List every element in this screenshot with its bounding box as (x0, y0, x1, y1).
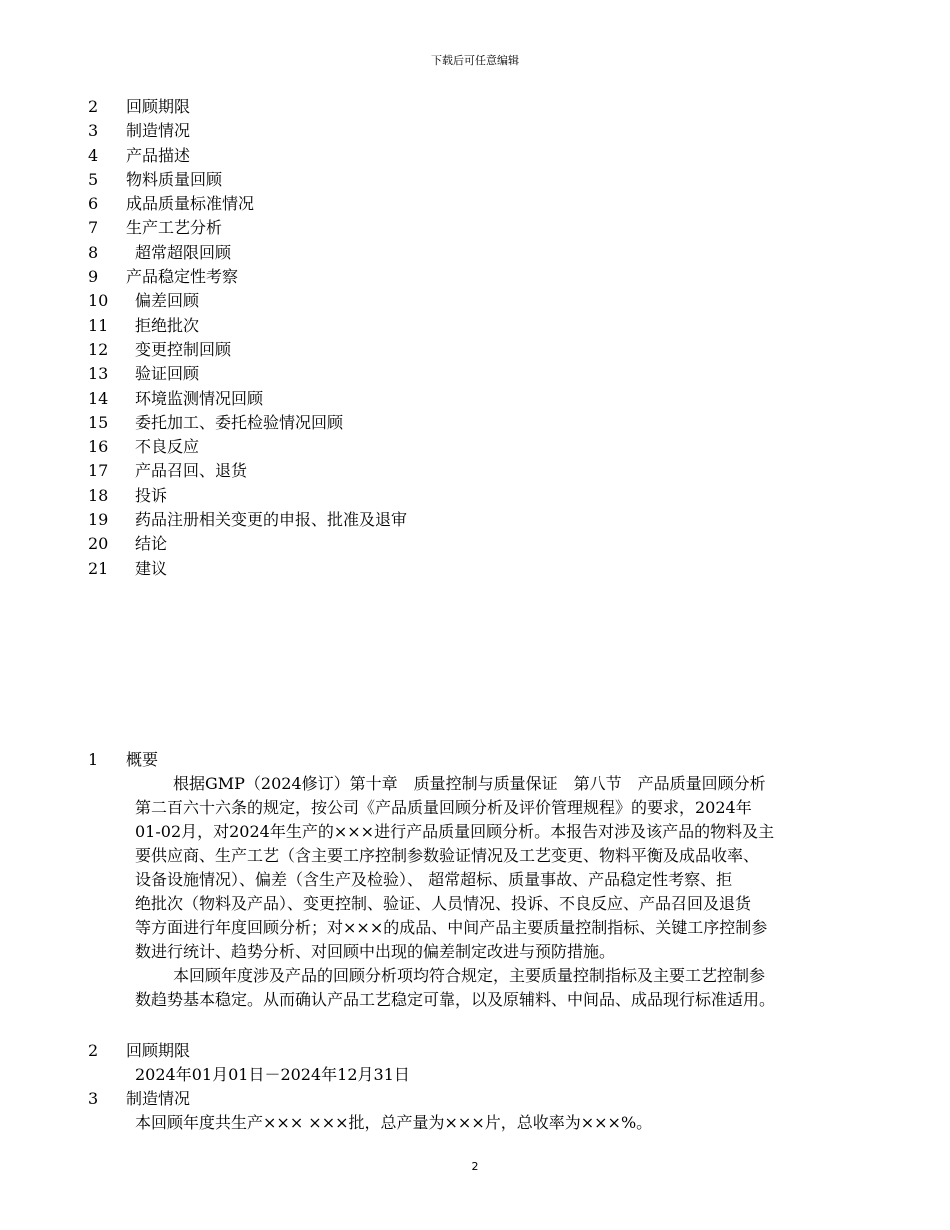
toc-item (88, 168, 788, 192)
section-title: 回顾期限 (126, 1041, 191, 1060)
section-heading (88, 1039, 888, 1063)
toc-item-number: 13 (88, 364, 109, 384)
section-heading (88, 748, 888, 772)
toc-item-number: 10 (88, 291, 109, 311)
toc-item (88, 95, 788, 119)
toc-item-title: 建议 (135, 558, 168, 578)
toc-item (88, 216, 788, 240)
toc-item (88, 362, 788, 386)
page-header: 下载后可任意编辑 (431, 54, 519, 67)
toc-item-number: 19 (88, 510, 109, 530)
toc-item-number: 2 (88, 97, 99, 116)
toc-item-title: 验证回顾 (135, 364, 200, 384)
toc-item-number: 21 (88, 558, 109, 578)
toc-item-title: 变更控制回顾 (135, 339, 232, 359)
toc-item (88, 144, 788, 168)
toc-item-title: 制造情况 (126, 121, 191, 141)
paragraph-line: 设备设施情况）、偏差（含生产及检验）、 超常超标、质量事故、产品稳定性考察、拒 (135, 870, 733, 889)
toc-item-title: 产品稳定性考察 (126, 267, 239, 287)
paragraph-line: 等方面进行年度回顾分析；对×××的成品、中间产品主要质量控制指标、关键工序控制参 (135, 918, 768, 937)
toc-item-number: 14 (88, 388, 109, 408)
paragraph-line: 数趋势基本稳定。从而确认产品工艺稳定可靠，以及原辅料、中间品、成品现行标准适用。 (135, 990, 776, 1009)
toc-item-number: 8 (88, 242, 99, 262)
toc-item (88, 241, 788, 265)
toc-item (88, 338, 788, 362)
toc-item (88, 289, 788, 313)
paragraph-line: 绝批次（物料及产品）、变更控制、验证、人员情况、投诉、不良反应、产品召回及退货 (135, 894, 752, 913)
toc-item-title: 拒绝批次 (135, 315, 200, 335)
toc-item-title: 物料质量回顾 (126, 169, 223, 189)
paragraph-line: 根据GMP（2024修订）第十章 质量控制与质量保证 第八节 产品质量回顾分析 (173, 774, 766, 793)
section-number: 3 (88, 1089, 99, 1108)
page-number: 2 (471, 1160, 479, 1173)
section-number: 2 (88, 1041, 99, 1060)
toc-item-title: 回顾期限 (126, 97, 191, 116)
toc-item-number: 6 (88, 194, 99, 214)
toc-item-number: 12 (88, 339, 109, 359)
toc-item-number: 18 (88, 485, 109, 505)
toc-item-title: 偏差回顾 (135, 291, 200, 311)
paragraph-line: 要供应商、生产工艺（含主要工序控制参数验证情况及工艺变更、物料平衡及成品收率、 (135, 846, 760, 865)
toc-item-number: 20 (88, 534, 109, 554)
toc-item (88, 557, 788, 581)
section-review-period (88, 1039, 888, 1135)
toc-item-number: 16 (88, 437, 109, 457)
toc-item-number: 5 (88, 169, 99, 189)
toc-item-title: 结论 (135, 534, 168, 554)
toc-item (88, 411, 788, 435)
paragraph-line: 本回顾年度涉及产品的回顾分析项均符合规定，主要质量控制指标及主要工艺控制参 (173, 966, 766, 985)
toc-item-title: 委托加工、委托检验情况回顾 (135, 412, 344, 432)
review-period-text: 2024年01月01日－2024年12月31日 (135, 1065, 410, 1084)
section-title: 概要 (126, 750, 159, 769)
conclusion-paragraph (88, 964, 885, 1012)
toc-item-title: 超常超限回顾 (135, 242, 232, 262)
toc-item (88, 119, 788, 143)
toc-item (88, 265, 788, 289)
toc-item-title: 生产工艺分析 (126, 218, 223, 238)
toc-item-number: 11 (88, 315, 109, 335)
toc-item (88, 435, 788, 459)
toc-item-title: 产品描述 (126, 145, 191, 165)
toc-item-number: 3 (88, 121, 99, 141)
toc-item (88, 508, 788, 532)
toc-item (88, 484, 788, 508)
overview-paragraph (88, 772, 885, 964)
paragraph-line: 01-02月，对2024年生产的×××进行产品质量回顾分析。本报告对涉及该产品的物料及主 (135, 822, 775, 841)
paragraph-line: 第二百六十六条的规定，按公司《产品质量回顾分析及评价管理规程》的要求，2024年 (135, 798, 752, 817)
toc-item-number: 7 (88, 218, 99, 238)
table-of-contents (88, 95, 788, 581)
toc-item-title: 产品召回、退货 (135, 461, 248, 481)
toc-item-number: 17 (88, 461, 109, 481)
manufacturing-summary-text: 本回顾年度共生产××× ×××批，总产量为×××片，总收率为×××%。 (135, 1113, 653, 1132)
toc-item-title: 不良反应 (135, 437, 200, 457)
toc-item-number: 15 (88, 412, 109, 432)
toc-item-title: 环境监测情况回顾 (135, 388, 264, 408)
toc-item-number: 9 (88, 267, 99, 287)
toc-item-title: 成品质量标准情况 (126, 194, 255, 214)
toc-item (88, 314, 788, 338)
toc-item (88, 192, 788, 216)
toc-item-number: 4 (88, 145, 99, 165)
section-overview (88, 748, 888, 1012)
toc-item (88, 459, 788, 483)
paragraph-line: 数进行统计、趋势分析、对回顾中出现的偏差制定改进与预防措施。 (135, 942, 616, 961)
toc-item-title: 投诉 (135, 485, 168, 505)
section-heading (88, 1087, 888, 1111)
toc-item (88, 532, 788, 556)
toc-item (88, 387, 788, 411)
toc-item-title: 药品注册相关变更的申报、批准及退审 (135, 510, 408, 530)
section-title: 制造情况 (126, 1089, 191, 1108)
section-number: 1 (88, 750, 99, 769)
